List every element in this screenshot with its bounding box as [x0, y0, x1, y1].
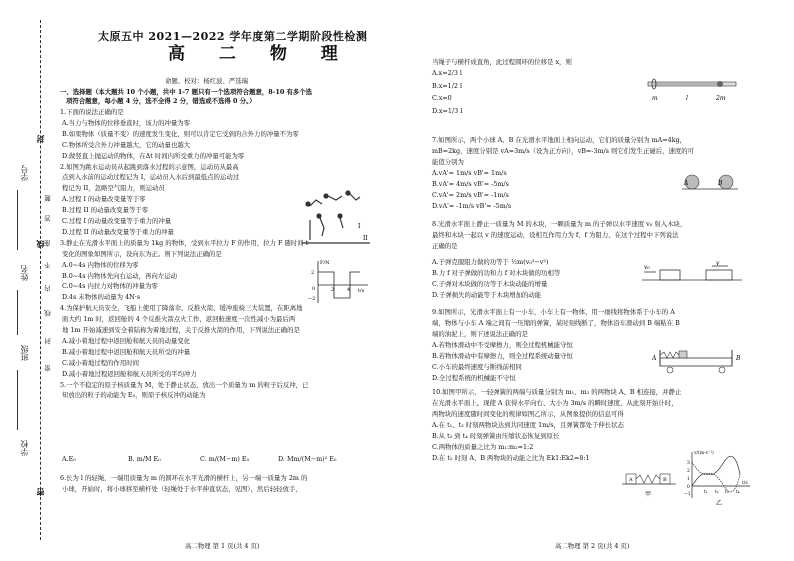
- ring-rod-figure: [646, 70, 741, 110]
- left-line: B.0~4s 内物体先向右运动，再向左运动: [62, 271, 177, 280]
- rope-length-label: l: [686, 95, 688, 102]
- exam-title: 太原五中 2021—2022 学年度第二学期阶段性检测: [98, 30, 368, 43]
- seal-mark-3: 密: [35, 488, 45, 496]
- left-line: D.做竖直上抛运动的物体，在Δt 时间内所受重力的冲量可能为零: [62, 151, 245, 160]
- right-line: 端，物体与小车 A 端之间有一压缩的弹簧，某时刻线断了，物体沿车滑动到 B 端粘在 B: [432, 319, 680, 327]
- left-line: B.过程 II 的动量改变量等于零: [62, 206, 149, 215]
- t-tick-4: 4: [347, 287, 351, 293]
- right-line: D.子弹损失的动能等于木块增加的动能: [432, 291, 542, 299]
- seal-mark-1: 封: [35, 135, 45, 143]
- right-line: A.vA'= 1m/s vB'= 1m/s: [432, 169, 507, 177]
- ring-mass-label: m: [652, 95, 658, 102]
- left-line: D.减小着地过程返回舱和航天员所受的平均冲力: [62, 369, 197, 378]
- footer-right: 高二物理 第 2 页(共 4 页): [555, 542, 630, 550]
- ball-mass-label: 2m: [716, 95, 726, 102]
- two-balls-figure: [680, 168, 740, 198]
- ball-b-label: B: [718, 180, 723, 187]
- right-line: B.从 t₃ 到 t₄ 时刻弹簧由压缩状态恢复到原长: [432, 432, 560, 440]
- v-tick-2: 2: [687, 469, 690, 474]
- right-line: D.vA'= -1m/s vB'= -5m/s: [432, 202, 512, 210]
- velocity-time-graph: [682, 448, 752, 508]
- right-line: 正确的是: [432, 242, 458, 250]
- right-line: B.vA'= 4m/s vB'= -5m/s: [432, 180, 509, 188]
- q5-option-d: D. Mm/(M−m)² E₀: [278, 455, 337, 463]
- q5-option-b: B. m/M E₀: [128, 455, 161, 463]
- left-line: C.0~4s 内拉力对物体的冲量为零: [62, 282, 158, 291]
- left-line: A.0~4s 内物体的位移为零: [62, 260, 139, 269]
- class-label: 班级: [20, 345, 29, 361]
- right-line: C.小车的最终速度与断线前相同: [432, 363, 522, 371]
- seal-char-3: 线: [44, 310, 52, 317]
- f-axis-label: F/N: [320, 260, 330, 266]
- spring-blocks-figure: [620, 460, 680, 500]
- left-line: 小球，开始时，将小球移至横杆处（轻绳处于水平伸直状态，见图），然后轻轻放手，: [62, 484, 302, 493]
- t-tick-2: 2: [331, 287, 335, 293]
- right-line: 两物块的速度随时间变化的规律如图乙所示，从图象提供的信息可得: [432, 410, 624, 418]
- seal-char-5: 不: [44, 262, 52, 269]
- left-line: 程记为 II，忽略空气阻力，则运动员: [62, 184, 165, 193]
- class-line: [17, 370, 18, 430]
- left-line: A.当力与物体的位移垂直时，该力的冲量为零: [62, 118, 191, 127]
- left-line: C.减小着地过程的作用时间: [62, 358, 139, 367]
- diver-label-1: I: [358, 223, 361, 230]
- v-axis-label: v/(m·s⁻¹): [694, 451, 714, 456]
- seal-char-6: 准: [44, 240, 52, 247]
- f-tick-neg: −2: [308, 296, 316, 302]
- q5-option-c: C. m/(M−m) E₀: [200, 455, 250, 463]
- right-line: B.x=1/2 l: [432, 81, 463, 90]
- left-line: 4.为保护航天员安全，飞船上使用了降落伞、反推火箭、缓冲座椅三大装置，在距离地: [60, 304, 303, 313]
- right-line: B.力 f 对子弹做的功和力 f 对木块做的功相等: [432, 269, 561, 277]
- t3-label: t₃: [725, 490, 729, 495]
- right-line: D.x=1/3 l: [432, 106, 463, 115]
- right-line: D.在 t₂ 时刻 A、B 两物块的动能之比为 Ek1:Ek2=8:1: [432, 454, 590, 462]
- left-line: B.如果物体（质量不变）的速度发生变化，则可以肯定它受到的合外力的冲量不为零: [62, 129, 299, 138]
- left-line: C.过程 I 的动量改变量等于重力的冲量: [62, 217, 172, 225]
- left-line: D.4s 末物体的动量为 4N·s: [62, 293, 141, 302]
- v-tick-neg1: −1: [684, 492, 691, 497]
- right-line: 当绳子与横杆成直角，此过程圆环的位移是 x，则: [432, 58, 572, 66]
- seal-char-1: 密: [44, 365, 52, 372]
- seal-mark-2: 线: [35, 240, 45, 248]
- cart-spring-figure: [650, 346, 745, 376]
- v-tick-3: 3: [687, 461, 690, 466]
- end-b-label: B: [736, 355, 741, 362]
- right-line: 在光滑水平面上。现使 A 获得水平向右、大小为 3m/s 的瞬时速度，从此刻开始计时，: [432, 399, 678, 407]
- right-line: C.vA'= 2m/s vB'= -1m/s: [432, 191, 509, 199]
- right-line: A.在 t₁、t₃ 时刻两物块达到共同速度 1m/s，且弹簧都处于伸长状态: [432, 421, 624, 429]
- origin-label: 0: [312, 286, 316, 292]
- bullet-block-figure: [640, 260, 745, 284]
- figure-yi-label: 乙: [716, 500, 723, 507]
- seal-char-4: 内: [44, 285, 52, 292]
- right-line: 9.如图所示，光滑水平面上有一小车，小车上有一物体，用一细线将物体系于小车的 A: [432, 308, 675, 316]
- left-line: D.过程 II 的动量改变量等于重力的冲量: [62, 227, 174, 236]
- id-line: [17, 190, 18, 250]
- left-line: 地 1m 开始减速到安全着陆称为着地过程，关于反推火箭的作用，下列说法正确的是: [62, 326, 300, 334]
- block-a-label: A: [629, 477, 633, 483]
- right-line: A.若物体滑动中不受摩擦力，则全过程机械能守恒: [432, 341, 573, 349]
- end-a-label: A: [652, 355, 657, 362]
- right-line: A.子弹克服阻力做的功等于 ½m(v₀²−v²): [432, 258, 549, 266]
- footer-left: 高二物理 第 1 页(共 4 页): [185, 542, 260, 550]
- t4-label: t₄: [736, 490, 740, 495]
- left-line: 2.如图为跳水运动员从起跳到落水过程的示意图，运动员从最高: [60, 162, 239, 171]
- left-line: C.物体所受合外力冲量越大，它的动量也越大: [62, 140, 191, 149]
- force-time-graph: [300, 258, 370, 308]
- initial-velocity-label: v₀: [644, 264, 650, 271]
- right-line: D.全过程系统的机械能不守恒: [432, 374, 516, 382]
- seal-char-7: 答: [44, 215, 52, 222]
- author-line: 命题、校对：杨红波、严选瑞: [165, 77, 249, 85]
- t-axis-label: t/s: [742, 481, 748, 486]
- right-line: A.x=2/3 l: [432, 69, 462, 77]
- right-line: 端的油泥上，则下述说法正确的是: [432, 330, 528, 338]
- diver-label-2: II: [363, 235, 368, 242]
- seal-char-2: 封: [44, 338, 52, 345]
- f-tick-pos: 2: [311, 270, 315, 276]
- right-line: C.x=0: [432, 94, 452, 102]
- name-line: [17, 290, 18, 335]
- t2-label: t₂: [715, 490, 719, 495]
- cut-line: [40, 20, 41, 540]
- left-line: 3.静止在光滑水平面上的质量为 1kg 的物体，受到水平拉力 F 的作用，拉力 F 随时间 t: [60, 238, 309, 247]
- left-line: 变化的图象如图所示，设向东为正。则下列说法正确的是: [62, 249, 222, 258]
- right-line: 10.如图甲所示，一轻弹簧的两端与质量分别为 m₁、m₂ 的两物块 A、B 相连接，并静止: [432, 388, 682, 396]
- left-line: 点到入水前的运动过程记为 I，运动员入水后到最低点的运动过: [62, 173, 240, 182]
- figure-jia-label: 甲: [645, 491, 652, 498]
- left-line: 5.一个不稳定的原子核质量为 M，处于静止状态，放出一个质量为 m 的粒子后反冲，已: [60, 380, 309, 389]
- t-axis-label: t/s: [358, 288, 365, 294]
- right-line: 最终和木块一起以 v 的速度运动，设相互作用力为 f，f 为阻力，在这个过程中下列说法: [432, 231, 679, 239]
- right-line: C.子弹对木块做的功等于木块动能的增量: [432, 280, 548, 288]
- name-label: 姓名: [20, 265, 29, 281]
- section-heading: 一、选择题（本大题共 10 个小题，共中 1-7 题只有一个选项符合题意，8-10 有多个选: [60, 88, 313, 96]
- left-line: 知放出的粒子的动能为 E₀，则原子核反冲的动能为: [62, 391, 206, 400]
- final-velocity-label: v: [716, 260, 720, 267]
- left-line: A.减小着地过程中返回舱和航天员的动量变化: [62, 336, 191, 345]
- q5-option-a: A.E₀: [62, 455, 76, 463]
- right-line: 7.如图所示，两个小球 A、B 在光滑水平地面上相向运动，它们的质量分别为 mA=4kg，: [432, 136, 687, 144]
- left-line: 面大约 1m 时，返回舱的 4 个反推火箭点火工作，返回舱速度一次性减小为最后两: [62, 315, 296, 324]
- left-line: A.过程 I 的动量改变量等于零: [62, 195, 146, 204]
- ball-a-label: A: [684, 180, 689, 187]
- section-heading-cont: 项符合题意，每小题 4 分，选不全得 2 分，错选或不选得 0 分。）: [66, 97, 256, 105]
- v-tick-1: 1: [687, 477, 690, 482]
- subject-title: 高 二 物 理: [168, 44, 352, 64]
- v-tick-0: 0: [687, 485, 690, 490]
- binding-margin: [0, 0, 58, 561]
- school-label: 学校: [20, 440, 29, 456]
- left-line: 1.下面的说法正确的是: [60, 108, 124, 116]
- right-line: C.两物体的质量之比为 m₁:m₂=1:2: [432, 443, 534, 451]
- student-id-label: 学号: [20, 165, 29, 181]
- left-line: 6.长为 l 的轻绳，一端用质量为 m 的圆环在水平光滑的横杆上，另一端一质量为 2m 的: [60, 474, 308, 482]
- block-b-label: B: [663, 477, 667, 483]
- right-line: 能值分别为: [432, 158, 464, 166]
- right-line: B.若物体滑动中有摩擦力，则全过程系统动量守恒: [432, 352, 573, 360]
- t1-label: t₁: [704, 490, 708, 495]
- right-line: 8.光滑水平面上静止一质量为 M 的木块，一颗质量为 m 的子弹以水平速度 v₀ 射入木块，: [432, 220, 687, 228]
- left-line: B.减小着地过程中返回舱和航天员所受的冲量: [62, 347, 191, 356]
- seal-char-8: 题: [44, 195, 52, 202]
- right-line: mB=2kg，速度分别是 vA=3m/s（设为正方向），vB=-3m/s 则它们发生正碰后，速度的可: [432, 147, 695, 155]
- diver-figure: [300, 188, 380, 250]
